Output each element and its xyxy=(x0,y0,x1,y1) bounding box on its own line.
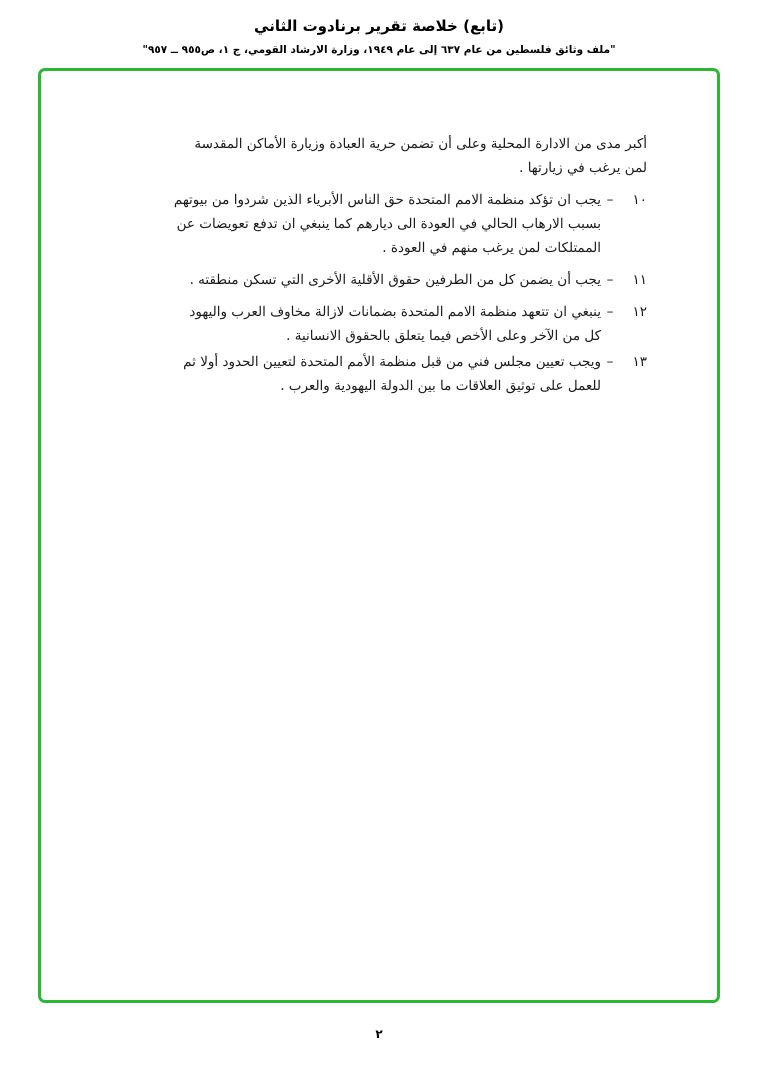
text-line: يجب أن يضمن كل من الطرفين حقوق الأقلية الأخرى التي تسكن منطقته . xyxy=(189,272,601,288)
text-line: ويجب تعيين مجلس فني من قبل منظمة الأمم المتحدة لتعيين الحدود أولا ثم xyxy=(183,354,601,370)
source-citation: "ملف وثائق فلسطين من عام ٦٣٧ إلى عام ١٩٤٩، وزارة الارشاد القومي، ج ١، ص٩٥٥ ــ ٩٥٧" xyxy=(142,44,616,56)
item-dash: – xyxy=(606,304,614,320)
text-line: أكبر مدى من الادارة المحلية وعلى أن تضمن حرية العبادة وزيارة الأماكن المقدسة xyxy=(194,136,647,152)
list-item xyxy=(112,188,647,260)
item-number: ١١ xyxy=(632,272,647,288)
item-dash: – xyxy=(606,192,614,208)
item-dash: – xyxy=(606,354,614,370)
item-dash: – xyxy=(606,272,614,288)
page-title: (تابع) خلاصة تقرير برنادوت الثاني xyxy=(254,17,504,35)
text-line: ينبغي ان تتعهد منظمة الامم المتحدة بضمانات لازالة مخاوف العرب واليهود xyxy=(189,304,601,320)
list-item xyxy=(112,268,647,292)
text-line: لمن يرغب في زيارتها . xyxy=(519,160,647,176)
item-number: ١٠ xyxy=(632,192,647,208)
item-number: ١٣ xyxy=(632,354,647,370)
text-line: كل من الآخر وعلى الأخص فيما يتعلق بالحقوق الانسانية . xyxy=(286,328,601,344)
text-line: للعمل على توثيق العلاقات ما بين الدولة اليهودية والعرب . xyxy=(280,378,601,394)
intro-paragraph xyxy=(112,132,647,180)
text-line: بسبب الارهاب الحالي في العودة الى ديارهم كما ينبغي ان تدفع تعويضات عن xyxy=(176,216,601,232)
page-number: ٢ xyxy=(375,1027,383,1041)
item-number: ١٢ xyxy=(632,304,647,320)
document-body xyxy=(112,132,647,400)
text-line: يجب ان تؤكد منظمة الامم المتحدة حق الناس الأبرياء الذين شردوا من بيوتهم xyxy=(173,192,601,208)
text-line: الممتلكات لمن يرغب منهم في العودة . xyxy=(382,240,601,256)
list-item xyxy=(112,300,647,348)
list-item xyxy=(112,350,647,398)
